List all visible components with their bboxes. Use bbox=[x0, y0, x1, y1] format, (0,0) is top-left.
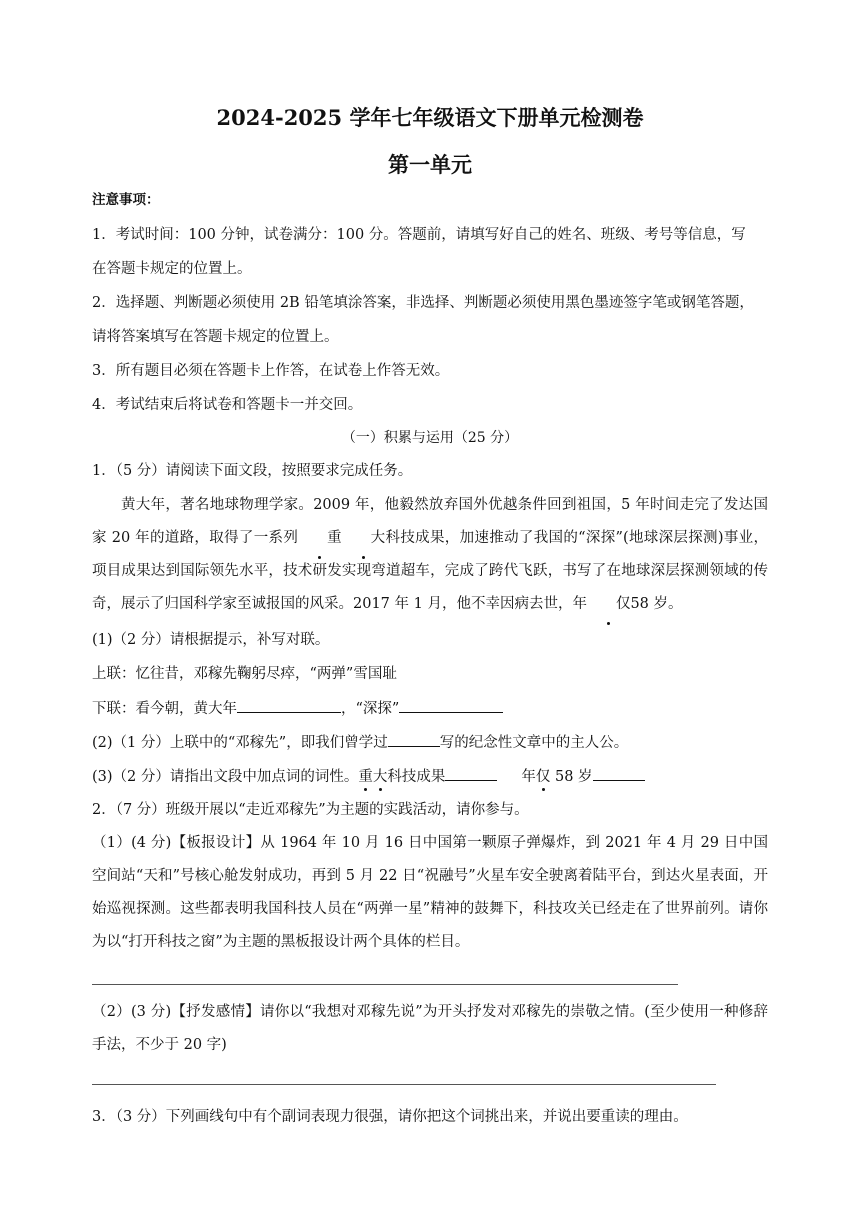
note-1-line-1: 1．考试时间：100 分钟，试卷满分：100 分。答题前，请填写好自己的姓名、班级、考号等信息，写 bbox=[92, 227, 746, 243]
note-2-line-2: 请将答案填写在答题卡规定的位置上。 bbox=[92, 329, 339, 345]
question-1-sub-3: (3)（2 分）请指出文段中加点词的词性。重大科技成果 年仅 58 岁 bbox=[92, 766, 645, 787]
answer-blank[interactable] bbox=[445, 766, 497, 781]
question-3-stem: 3．（3 分）下列画线句中有个副词表现力很强，请你把这个词挑出来，并说出要重读的理由。 bbox=[92, 1109, 688, 1125]
emphasis-dot-char: 大 bbox=[372, 769, 388, 785]
emphasis-dot-char: 重 bbox=[298, 522, 342, 555]
notes-heading: 注意事项： bbox=[92, 192, 160, 208]
note-2-line-1: 2．选择题、判断题必须使用 2B 铅笔填涂答案，非选择、判断题必须使用黑色墨迹签字笔或钢笔答题， bbox=[92, 295, 754, 311]
question-2-part-2: （2）(3 分)【抒发感情】请你以“我想对邓稼先说”为开头抒发对邓稼先的崇敬之情。(至少使用一种修辞手法，不少于 20 字) bbox=[92, 1004, 768, 1053]
question-1-stem: 1．（5 分）请阅读下面文段，按照要求完成任务。 bbox=[92, 463, 413, 479]
answer-blank[interactable] bbox=[399, 698, 503, 713]
section-1-heading: （一）积累与运用（25 分） bbox=[341, 430, 519, 446]
question-2-part-1: （1）(4 分)【板报设计】从 1964 年 10 月 16 日中国第一颗原子弹爆炸，到 2021 年 4 月 29 日中国空间站“天和”号核心舱发射成功，再到 5 月 22 日“祝融号”火星车安全驶离着陆平台，到达火星表面，开始巡视探测。这些都表明我国科技人员在“两弹一星”精神的鼓舞下，科技攻关已经走在了世界前列。请你为以“打开科技之窗”为主题的黑板报设计两个具体的栏目。 bbox=[92, 835, 768, 950]
unit-subtitle: 第一单元 bbox=[388, 152, 472, 177]
emphasis-dot-char: 仅 bbox=[535, 769, 551, 785]
note-1-line-2: 在答题卡规定的位置上。 bbox=[92, 261, 252, 277]
question-2-stem: 2．（7 分）班级开展以“走近邓稼先”为主题的实践活动，请你参与。 bbox=[92, 802, 529, 818]
answer-blank[interactable] bbox=[388, 732, 440, 747]
note-3: 3．所有题目必须在答题卡上作答，在试卷上作答无效。 bbox=[92, 363, 450, 379]
emphasis-dot-char: 仅 bbox=[587, 588, 631, 621]
answer-line[interactable] bbox=[92, 984, 678, 985]
upper-couplet: 上联：忆往昔，邓稼先鞠躬尽瘁，“两弹”雪国耻 bbox=[92, 666, 397, 682]
answer-line[interactable] bbox=[92, 1084, 716, 1085]
question-1-sub-2: (2)（1 分）上联中的“邓稼先”，即我们曾学过 写的纪念性文章中的主人公。 bbox=[92, 732, 628, 753]
exam-title: 2024-2025 学年七年级语文下册单元检测卷 bbox=[216, 105, 644, 130]
question-1-passage: 黄大年，著名地球物理学家。2009 年，他毅然放弃国外优越条件回到祖国，5 年时间走完了发达国家 20 年的道路，取得了一系列 重 大科技成果，加速推动了我国的“深探”(地球深层探测)事业，项目成果达到国际领先水平，技术研发实现弯道超车，完成了跨代飞跃，书写了在地球深层探测领域的传奇，展示了归国科学家至诚报国的风采。2017 年 1 月，他不幸因病去世，年 仅58 岁。 bbox=[92, 489, 768, 621]
emphasis-dot-char: 大 bbox=[342, 522, 386, 555]
emphasis-dot-char: 重 bbox=[358, 769, 373, 785]
lower-couplet: 下联：看今朝，黄大年 ，“深探” bbox=[92, 698, 503, 719]
answer-blank[interactable] bbox=[593, 766, 645, 781]
note-4: 4．考试结束后将试卷和答题卡一并交回。 bbox=[92, 397, 363, 413]
question-1-sub-1: (1)（2 分）请根据提示，补写对联。 bbox=[92, 632, 330, 648]
answer-blank[interactable] bbox=[237, 698, 341, 713]
